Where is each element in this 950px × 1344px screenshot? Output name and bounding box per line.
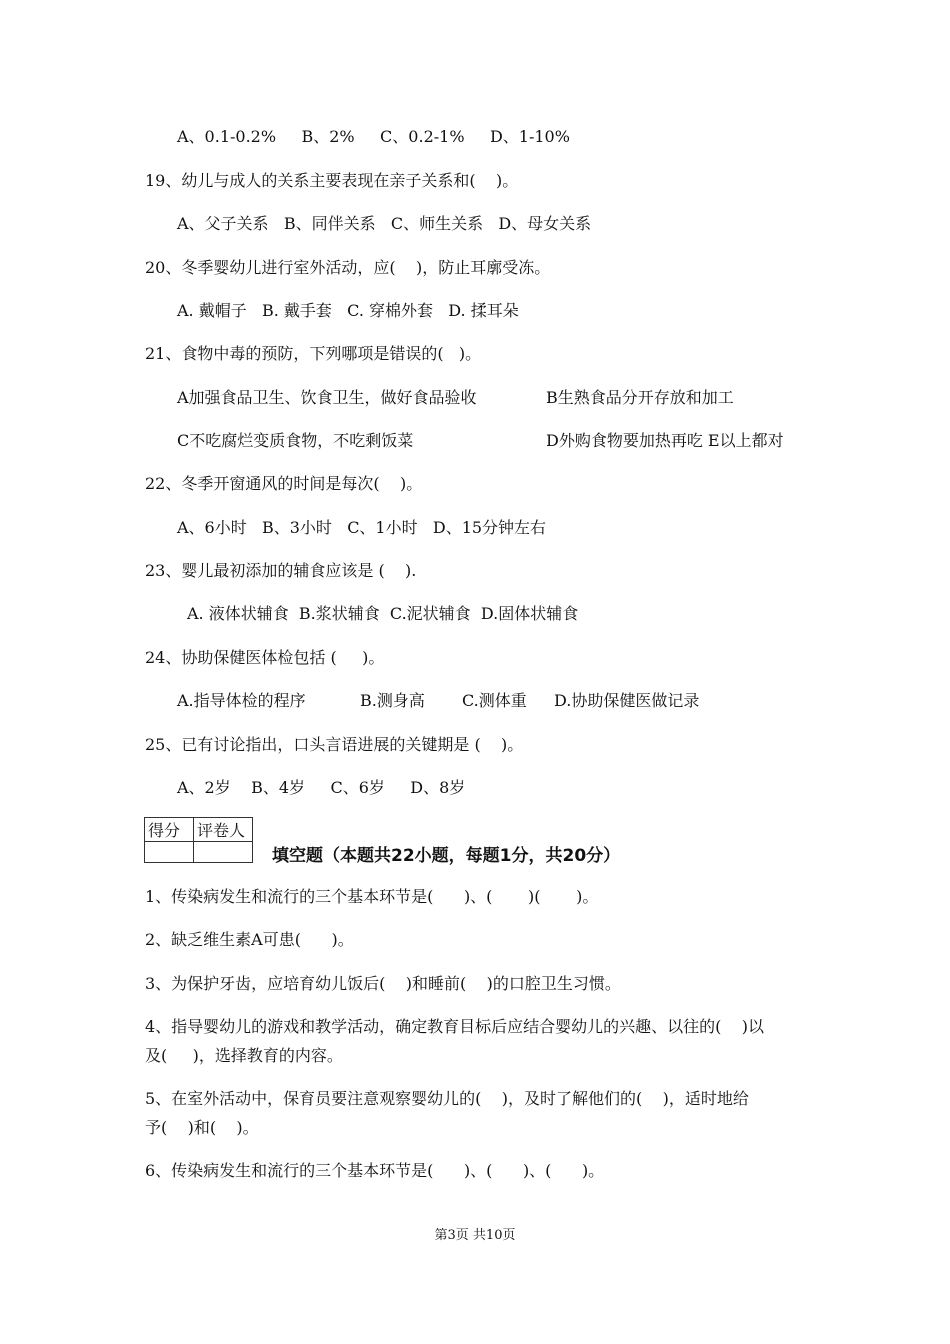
q20-options: A. 戴帽子 B. 戴手套 C. 穿棉外套 D. 揉耳朵: [177, 301, 519, 320]
fill-in-5-line1: 5、在室外活动中，保育员要注意观察婴幼儿的( )，及时了解他们的( )，适时地给: [145, 1089, 749, 1108]
q24-option-b: B.测身高: [360, 691, 425, 710]
q18-options: A、0.1-0.2% B、2% C、0.2-1% D、1-10%: [177, 127, 570, 146]
q21-option-c: C不吃腐烂变质食物，不吃剩饭菜: [177, 431, 414, 450]
fill-in-2: 2、缺乏维生素A可患( )。: [145, 930, 354, 949]
q25-options: A、2岁 B、4岁 C、6岁 D、8岁: [177, 778, 466, 797]
fill-in-4-line2: 及( )，选择教育的内容。: [145, 1046, 343, 1065]
grader-label: 评卷人: [194, 818, 253, 842]
q23-stem: 23、婴儿最初添加的辅食应该是 ( ).: [145, 561, 417, 580]
q19-stem: 19、幼儿与成人的关系主要表现在亲子关系和( )。: [145, 171, 519, 190]
fill-in-3: 3、为保护牙齿，应培育幼儿饭后( )和睡前( )的口腔卫生习惯。: [145, 974, 621, 993]
fill-in-1: 1、传染病发生和流行的三个基本环节是( )、( )( )。: [145, 887, 599, 906]
score-box: [144, 817, 253, 863]
q22-stem: 22、冬季开窗通风的时间是每次( )。: [145, 474, 423, 493]
score-cell: [145, 842, 194, 863]
q21-option-b: B生熟食品分开存放和加工: [546, 388, 734, 407]
q21-option-a: A加强食品卫生、饮食卫生，做好食品验收: [177, 388, 477, 407]
q22-options: A、6小时 B、3小时 C、1小时 D、15分钟左右: [177, 518, 547, 537]
q21-option-de: D外购食物要加热再吃 E以上都对: [546, 431, 784, 450]
fill-in-4-line1: 4、指导婴幼儿的游戏和教学活动，确定教育目标后应结合婴幼儿的兴趣、以往的( )以: [145, 1017, 765, 1036]
page-footer: 第3页 共10页: [434, 1228, 516, 1243]
q24-stem: 24、协助保健医体检包括 ( )。: [145, 648, 385, 667]
fill-in-6: 6、传染病发生和流行的三个基本环节是( )、( )、( )。: [145, 1161, 605, 1180]
section-title: 填空题（本题共22小题，每题1分，共20分）: [272, 846, 621, 866]
q21-stem: 21、食物中毒的预防，下列哪项是错误的( )。: [145, 344, 482, 363]
q24-option-c: C.测体重: [462, 691, 527, 710]
grader-cell: [194, 842, 253, 863]
q19-options: A、父子关系 B、同伴关系 C、师生关系 D、母女关系: [177, 214, 592, 233]
q25-stem: 25、已有讨论指出，口头言语进展的关键期是 ( )。: [145, 735, 524, 754]
fill-in-5-line2: 予( )和( )。: [145, 1118, 259, 1137]
score-label: 得分: [145, 818, 194, 842]
q24-option-a: A.指导体检的程序: [177, 691, 306, 710]
q23-options: A. 液体状辅食 B.浆状辅食 C.泥状辅食 D.固体状辅食: [187, 604, 579, 623]
q24-option-d: D.协助保健医做记录: [554, 691, 700, 710]
q20-stem: 20、冬季婴幼儿进行室外活动，应( )，防止耳廓受冻。: [145, 258, 551, 277]
